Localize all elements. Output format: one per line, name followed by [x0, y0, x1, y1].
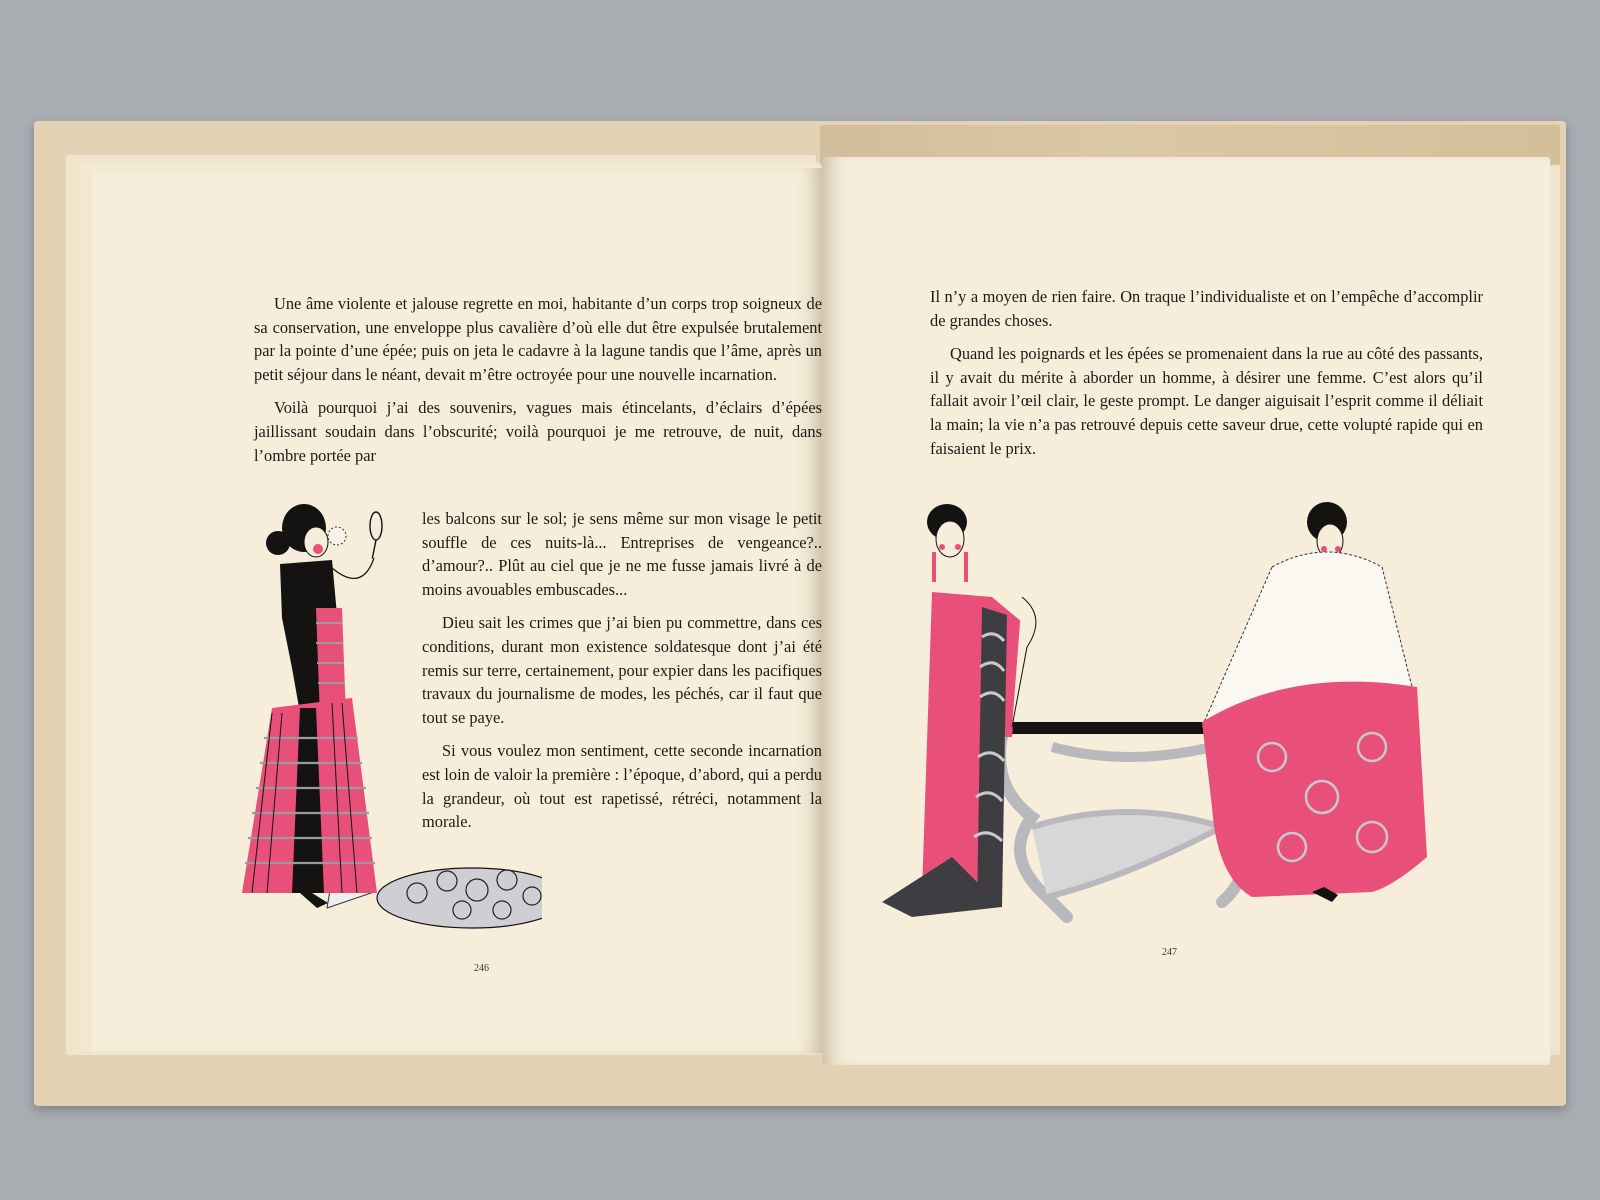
left-illustration	[212, 498, 542, 943]
left-page	[92, 168, 822, 1053]
page-number-left: 246	[474, 963, 489, 974]
page-number-right: 247	[1162, 947, 1177, 958]
right-illustration	[872, 497, 1492, 947]
left-text-top	[254, 292, 822, 467]
right-paragraph-2: Quand les poignards et les épées se promenaient dans la rue au côté des passants, il y avait du mérite à aborder un homme, à désirer une femme. C’est alors qu’il fallait avoir l’œil clair, le geste prompt. Le danger aiguisait l’esprit comme il déliait la main; la vie n’a pas retrouvé depuis cette saveur drue, cette volupté rapide qui en faisaient le prix.	[930, 344, 1483, 458]
left-paragraph-4: Dieu sait les crimes que j’ai bien pu commettre, dans ces conditions, durant mon existence soldatesque dont j’ai été remis sur terre, certainement, pour expier dans les pacifiques travaux du journalisme de modes, les péchés, car il faut que tout se paye.	[422, 613, 822, 727]
right-text	[930, 285, 1483, 470]
left-paragraph-2: Voilà pourquoi j’ai des souvenirs, vagues mais étincelants, d’éclairs d’épées jaillissant soudain dans l’obscurité; voilà pourquoi je me retrouve, de nuit, dans l’ombre portée par	[254, 398, 822, 465]
right-page	[822, 157, 1550, 1065]
left-paragraph-5: Si vous voulez mon sentiment, cette seconde incarnation est loin de valoir la première : l’époque, d’abord, qui a perdu la grandeur, où tout est rapetissé, rétréci, notamment la morale.	[422, 741, 822, 832]
left-paragraph-1: Une âme violente et jalouse regrette en moi, habitante d’un corps trop soigneux de sa conservation, une enveloppe plus cavalière d’où elle dut être expulsée brutalement par la pointe d’une épée; puis on jeta le cadavre à la lagune tandis que l’âme, après un petit séjour dans le néant, devait m’être octroyée pour une nouvelle incarnation.	[254, 294, 822, 384]
left-paragraph-3: les balcons sur le sol; je sens même sur mon visage le petit souffle de ces nuits-là... Entreprises de vengeance?.. d’amour?.. Plût au ciel que je ne me fusse jamais livré à de moins avouables embuscades...	[422, 509, 822, 599]
right-paragraph-1: Il n’y a moyen de rien faire. On traque l’individualiste et on l’empêche d’accomplir de grandes choses.	[930, 287, 1483, 330]
